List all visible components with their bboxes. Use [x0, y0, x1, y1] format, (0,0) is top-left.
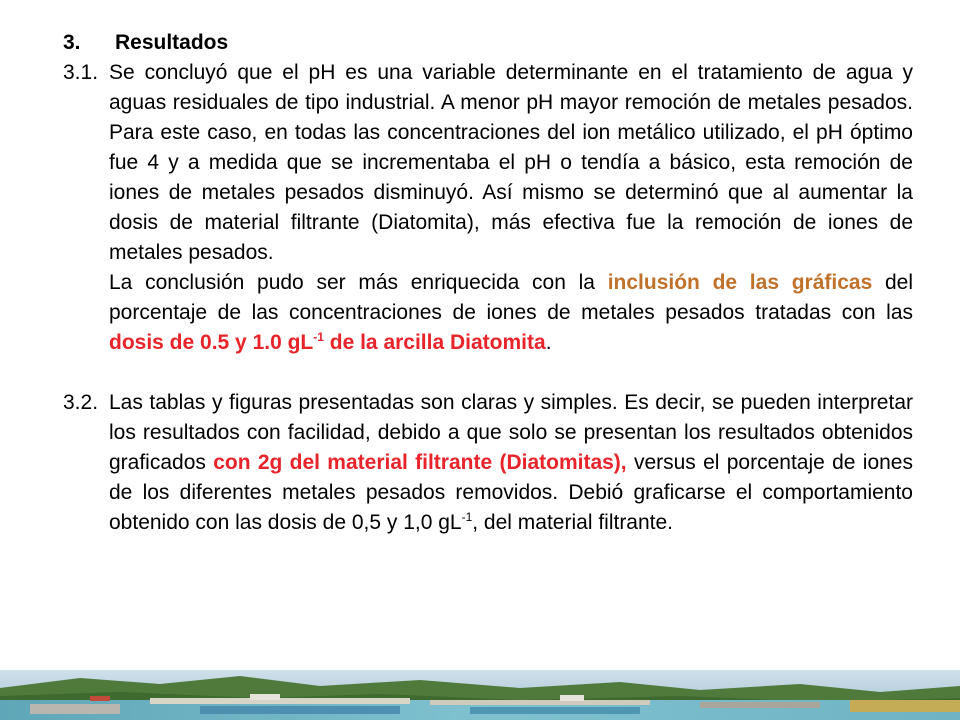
footer-photo-strip: [0, 670, 960, 720]
paragraph: Se concluyó que el pH es una variable determinante en el tratamiento de agua y aguas residuales de tipo industrial. A menor pH mayor remoción de metales pesados. Para este caso, en todas las concentraciones del ion metálico utilizado, el pH óptimo fue 4 y a medida que se incrementaba el pH o tendía a básico, esta remoción de iones de metales pesados disminuyó. Así mismo se determinó que al aumentar la dosis de material filtrante (Diatomita), más efectiva fue la remoción de iones de metales pesados.: [109, 61, 913, 264]
item-number: 3.1.: [63, 61, 99, 84]
paragraph-conclusion: La conclusión pudo ser más enriquecida con la inclusión de las gráficas del porcentaje de las concentraciones de iones de metales pesados tratadas con las dosis de 0.5 y 1.0 $gL^{-1}$ de la arcilla Diatomita.: [109, 271, 914, 354]
section-number: 3.: [63, 31, 81, 54]
section-title: Resultados: [115, 31, 229, 54]
highlight-red-dosis: dosis de 0.5 y 1.0 $gL^{-1}$ de la arcilla Diatomita: [109, 330, 546, 354]
result-item-3-2: [63, 388, 913, 538]
item-number: 3.2.: [63, 391, 99, 414]
paragraph: Las tablas y figuras presentadas son claras y simples. Es decir, se pueden interpretar los resultados con facilidad, debido a que solo se presentan los resultados obtenidos graficados con 2g del material filtrante (Diatomitas), versus el porcentaje de iones de los diferentes metales pesados removidos. Debió graficarse el comportamiento obtenido con las dosis de 0,5 y 1,0 $gL^{-1}$, del material filtrante.: [109, 391, 913, 534]
document-body: [63, 28, 913, 538]
result-item-3-1: [63, 58, 913, 358]
section-heading: [63, 28, 913, 58]
highlight-red-material: con 2g del material filtrante (Diatomitas),: [213, 451, 627, 474]
canal-photo-image: [0, 670, 960, 720]
highlight-orange: inclusión de las gráficas: [607, 271, 873, 294]
